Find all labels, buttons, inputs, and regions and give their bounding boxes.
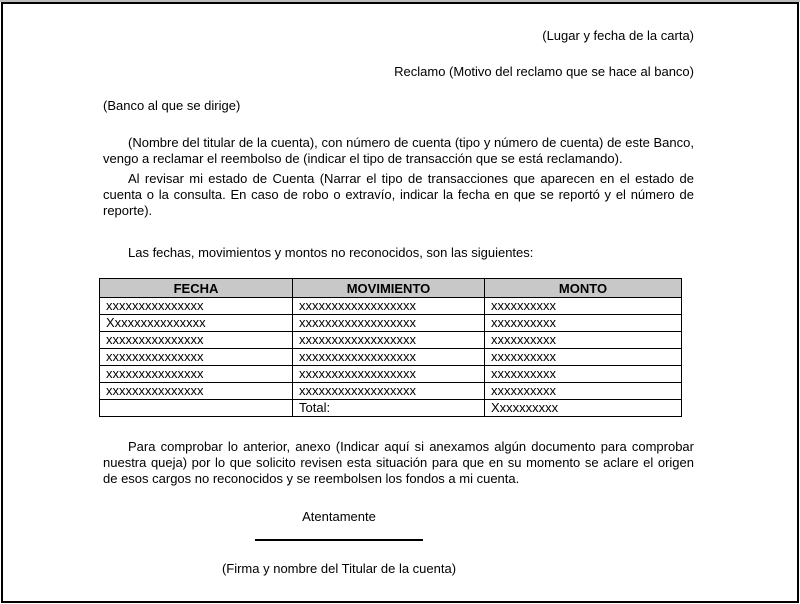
recipient-line: (Banco al que se dirige) [103, 98, 241, 113]
table-cell-monto: xxxxxxxxxx [485, 315, 682, 332]
unrecognized-movements-table [99, 278, 682, 417]
table-total-row [100, 400, 682, 417]
table-row [100, 383, 682, 400]
paragraph-account-holder: (Nombre del titular de la cuenta), con número de cuenta (tipo y número de cuenta) de este Banco, vengo a reclamar el reembolso de (indicar el tipo de transacción que se está reclamando). [103, 135, 694, 166]
letter-content [1, 2, 799, 603]
table-intro-line: Las fechas, movimientos y montos no reconocidos, son las siguientes: [128, 245, 534, 260]
table-row [100, 349, 682, 366]
column-header-movimiento: MOVIMIENTO [293, 279, 485, 298]
table-cell-empty [100, 400, 293, 417]
table-cell-monto: xxxxxxxxxx [485, 349, 682, 366]
table-cell-movimiento: xxxxxxxxxxxxxxxxxx [293, 366, 485, 383]
table-cell-monto: xxxxxxxxxx [485, 383, 682, 400]
table-cell-movimiento: xxxxxxxxxxxxxxxxxx [293, 298, 485, 315]
table-cell-total-label: Total: [293, 400, 485, 417]
table-cell-movimiento: xxxxxxxxxxxxxxxxxx [293, 383, 485, 400]
signature-caption: (Firma y nombre del Titular de la cuenta) [221, 561, 457, 576]
table-row [100, 315, 682, 332]
table-row [100, 366, 682, 383]
paragraph-statement-review: Al revisar mi estado de Cuenta (Narrar el tipo de transacciones que aparecen en el estado de cuenta o la consulta. En caso de robo o extravío, indicar la fecha en que se reportó y el número de reporte). [103, 171, 694, 218]
place-date-line: (Lugar y fecha de la carta) [542, 28, 694, 43]
subject-line: Reclamo (Motivo del reclamo que se hace al banco) [394, 64, 694, 79]
column-header-fecha: FECHA [100, 279, 293, 298]
table-cell-fecha: Xxxxxxxxxxxxxxx [100, 315, 293, 332]
closing-block [103, 509, 575, 577]
table-cell-monto: xxxxxxxxxx [485, 332, 682, 349]
table-cell-movimiento: xxxxxxxxxxxxxxxxxx [293, 349, 485, 366]
table-cell-fecha: xxxxxxxxxxxxxxx [100, 332, 293, 349]
table-cell-fecha: xxxxxxxxxxxxxxx [100, 366, 293, 383]
table-cell-monto: xxxxxxxxxx [485, 298, 682, 315]
table-cell-fecha: xxxxxxxxxxxxxxx [100, 383, 293, 400]
table-cell-total-value: Xxxxxxxxxx [485, 400, 682, 417]
signature-line [255, 539, 423, 541]
column-header-monto: MONTO [485, 279, 682, 298]
table-cell-movimiento: xxxxxxxxxxxxxxxxxx [293, 315, 485, 332]
table-cell-monto: xxxxxxxxxx [485, 366, 682, 383]
table-row [100, 332, 682, 349]
table-cell-movimiento: xxxxxxxxxxxxxxxxxx [293, 332, 485, 349]
table-header-row [100, 279, 682, 298]
table-cell-fecha: xxxxxxxxxxxxxxx [100, 349, 293, 366]
table-row [100, 298, 682, 315]
paragraph-closing: Para comprobar lo anterior, anexo (Indicar aquí si anexamos algún documento para comprobar nuestra queja) por lo que solicito revisen esta situación para que en su momento se aclare el origen de esos cargos no reconocidos y se reembolsen los fondos a mi cuenta. [103, 439, 694, 486]
signoff-line: Atentamente [302, 509, 376, 524]
table-cell-fecha: xxxxxxxxxxxxxxx [100, 298, 293, 315]
